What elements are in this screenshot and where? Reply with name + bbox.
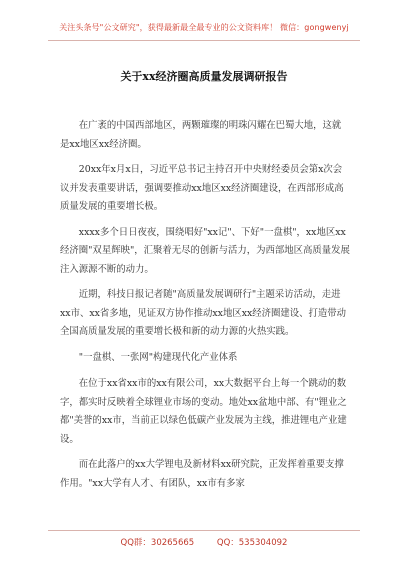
qq-group-label: QQ群：30265665 (120, 538, 195, 548)
qq-label: QQ：535304092 (216, 538, 288, 548)
paragraph: 在位于xx省xx市的xx有限公司，xx大数据平台上每一个跳动的数字，都实时反映着全球锂业市场的变动。地处xx盆地中部、有"锂业之都"美誉的xx市，当前正以绿色低碳产业发展为主线，推进锂电产业建设。 (60, 378, 347, 445)
top-divider (48, 40, 360, 41)
paragraph: 近期，科技日报记者随"高质量发展调研行"主题采访活动，走进xx市、xx省多地，见证双方协作推动xx地区xx经济圈建设、打造带动全国高质量发展的重要增长极和新的动力源的火热实践。 (60, 289, 347, 337)
top-banner: 关注头条号"公文研究"，获得最新最全最专业的公文资料库！ 微信：gongwenyj (59, 23, 349, 32)
document-title: 关于xx经济圈高质量发展调研报告 (120, 70, 288, 83)
document-body (60, 117, 350, 500)
section-heading: "一盘棋、一张网"构建现代化产业体系 (78, 351, 238, 363)
bottom-divider (48, 530, 360, 531)
paragraph: 在广袤的中国西部地区，两颗璀璨的明珠闪耀在巴蜀大地，这就是xx地区xx经济圈。 (60, 120, 342, 150)
paragraph: xxxx多个日日夜夜，围绕唱好"xx记"、下好"一盘棋"，xx地区xx经济圈"双星辉映"，汇聚着无尽的创新与活力，为西部地区高质量发展注入源源不断的动力。 (60, 226, 350, 275)
footer-contact (0, 536, 408, 548)
paragraph: 而在此落户的xx大学锂电及新材料xx研究院，正发挥着重要支撑作用。"xx大学有人才、有团队，xx市有多家 (60, 459, 344, 489)
paragraph: 20xx年x月x日，习近平总书记主持召开中央财经委员会第x次会议并发表重要讲话，强调要推动xx地区xx经济圈建设，在西部形成高质量发展的重要增长极。 (60, 164, 344, 212)
